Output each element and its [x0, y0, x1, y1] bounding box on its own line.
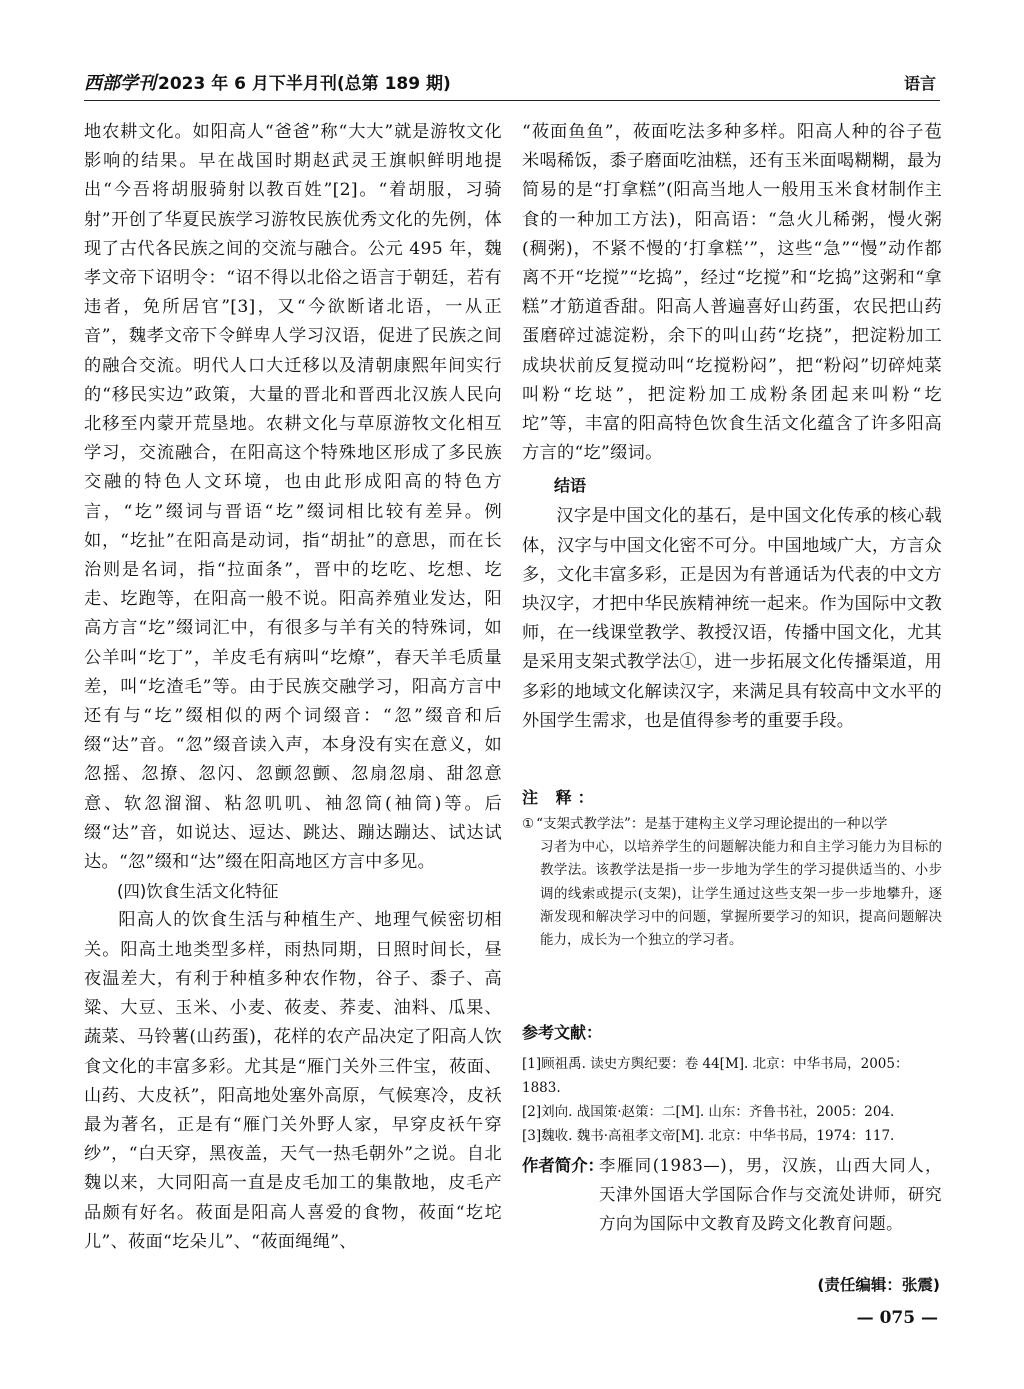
- journal-logo: 西部学刊: [84, 73, 156, 94]
- author-label: 作者简介：: [522, 1156, 604, 1175]
- left-paragraph-1: 地农耕文化。如阳高人“爸爸”称“大大”就是游牧文化影响的结果。早在战国时期赵武灵王旗帜鲜明地提出“今吾将胡服骑射以教百姓”[2]。“着胡服，习骑射”开创了华夏民族学习游牧民族优秀文化的先例，体现了古代各民族之间的交流与融合。公元 495 年，魏孝文帝下诏明令：“诏不得以北俗之语言于朝廷，若有违者，免所居官”[3]，又“今欲断诸北语，一从正音”，魏孝文帝下令鲜卑人学习汉语，促进了民族之间的融合交流。明代人口大迁移以及清朝康熙年间实行的“移民实边”政策，大量的晋北和晋西北汉族人民向北移至内蒙开荒垦地。农耕文化与草原游牧文化相互学习，交流融合，在阳高这个特殊地区形成了多民族交融的特色人文环境，也由此形成阳高的特色方言，“圪”缀词与晋语“圪”缀词相比较有差异。例如，“圪扯”在阳高是动词，指“胡扯”的意思，而在长治则是名词，指“拉面条”，晋中的圪吃、圪想、圪走、圪跑等，在阳高一般不说。阳高养殖业发达，阳高方言“圪”缀词汇中，有很多与羊有关的特殊词，如公羊叫“圪丁”，羊皮毛有病叫“圪燎”，春天羊毛质量差，叫“圪渣毛”等。由于民族交融学习，阳高方言中还有与“圪”缀相似的两个词缀音：“忽”缀音和后缀“达”音。“忽”缀音读入声，本身没有实在意义，如忽摇、忽撩、忽闪、忽颤忽颤、忽扇忽扇、甜忽意意、软忽溜溜、粘忽叽叽、袖忽筒(袖筒)等。后缀“达”音，如说达、逗达、跳达、蹦达蹦达、试达试达。“忽”缀和“达”缀在阳高地区方言中多见。: [84, 122, 502, 873]
- right-paragraph-1: “莜面鱼鱼”，莜面吃法多种多样。阳高人种的谷子苞米喝稀饭，黍子磨面吃油糕，还有玉米面喝糊糊，最为简易的是“打拿糕”(阳高当地人一般用玉米食材制作主食的一种加工方法)，阳高语：“急火儿稀粥，慢火粥(稠粥)，不紧不慢的‘打拿糕’”，这些“急”“慢”动作都离不开“圪搅”“圪捣”，经过“圪搅”和“圪捣”这粥和“拿糕”才筋道香甜。阳高人普遍喜好山药蛋，农民把山药蛋磨碎过滤淀粉，余下的叫山药“圪挠”，把淀粉加工成块状前反复搅动叫“圪搅粉闷”，把“粉闷”切碎炖菜叫粉“圪垯”，把淀粉加工成粉条团起来叫粉“圪坨”等，丰富的阳高特色饮食生活文化蕴含了许多阳高方言的“圪”缀词。: [522, 122, 942, 464]
- references-title: 参考文献：: [522, 1023, 603, 1042]
- note-item: [522, 813, 942, 952]
- page-number: — 075 —: [856, 1308, 938, 1328]
- reference-item: [3]魏收. 魏书·高祖孝文帝[M]. 北京：中华书局，1974：117.: [522, 1128, 895, 1144]
- right-paragraph-2: 汉字是中国文化的基石，是中国文化传承的核心载体，汉字与中国文化密不可分。中国地域广大，方言众多，文化丰富多彩，正是因为有普通话为代表的中文方块汉字，才把中华民族精神统一起来。作为国际中文教师，在一线课堂教学、教授汉语，传播中国文化，尤其是采用支架式教学法①，进一步拓展文化传播渠道，用多彩的地域文化解读汉字，来满足具有较高中文水平的外国学生需求，也是值得参考的重要手段。: [522, 506, 942, 731]
- responsible-editor: (责任编辑：张震): [817, 1276, 940, 1294]
- author-bio: [522, 1151, 942, 1238]
- notes-section: [522, 785, 942, 952]
- section-subheading: (四)饮食生活文化特征: [117, 882, 279, 902]
- section-label: 语言: [903, 74, 936, 93]
- note-continuation: 习者为中心，以培养学生的问题解决能力和自主学习能力为目标的教学法。该教学法是指一步一步地为学生的学习提供适当的、小步调的线索或提示(支架)，让学生通过这些支架一步一步地攀升，逐渐发现和解决学习中的问题，掌握所要学习的知识，提高问题解决能力，成长为一个独立的学习者。: [540, 839, 942, 949]
- references-section: [522, 1020, 942, 1148]
- note-number: ①: [522, 816, 535, 832]
- right-column: [522, 118, 942, 736]
- author-text: 李雁同(1983—)，男，汉族，山西大同人，天津外国语大学国际合作与交流处讲师，研究方向为国际中文教育及跨文化教育问题。: [599, 1156, 942, 1233]
- conclusion-heading: 结语: [554, 476, 587, 496]
- reference-item: [2]刘向. 战国策·赵策：二[M]. 山东：齐鲁书社，2005：204.: [522, 1104, 895, 1120]
- journal-issue-line: [84, 72, 451, 96]
- note-first-line: “支架式教学法”：是基于建构主义学习理论提出的一种以学: [536, 816, 888, 832]
- reference-item: [1]顾祖禹. 读史方舆纪要：卷 44[M]. 北京：中华书局，2005：1883.: [522, 1056, 909, 1096]
- left-paragraph-2: 阳高人的饮食生活与种植生产、地理气候密切相关。阳高土地类型多样，雨热同期，日照时间长，昼夜温差大，有利于种植多种农作物，谷子、黍子、高粱、大豆、玉米、小麦、莜麦、荞麦、油料、瓜果、蔬菜、马铃薯(山药蛋)，花样的农产品决定了阳高人饮食文化的丰富多彩。尤其是“雁门关外三件宝，莜面、山药、大皮袄”，阳高地处塞外高原，气候寒冷，皮袄最为著名，正是有“雁门关外野人家，早穿皮袄午穿纱”，“白天穿，黑夜盖，天气一热毛朝外”之说。自北魏以来，大同阳高一直是皮毛加工的集散地，皮毛产品颇有好名。莜面是阳高人喜爱的食物，莜面“圪坨儿”、莜面“圪朵儿”、“莜面绳绳”、: [84, 910, 502, 1252]
- header-rule: [84, 100, 940, 101]
- issue-info: 2023 年 6 月下半月刊(总第 189 期): [158, 74, 451, 94]
- notes-title: 注 释：: [522, 788, 600, 807]
- left-column: [84, 118, 502, 1257]
- page-header: [84, 72, 940, 98]
